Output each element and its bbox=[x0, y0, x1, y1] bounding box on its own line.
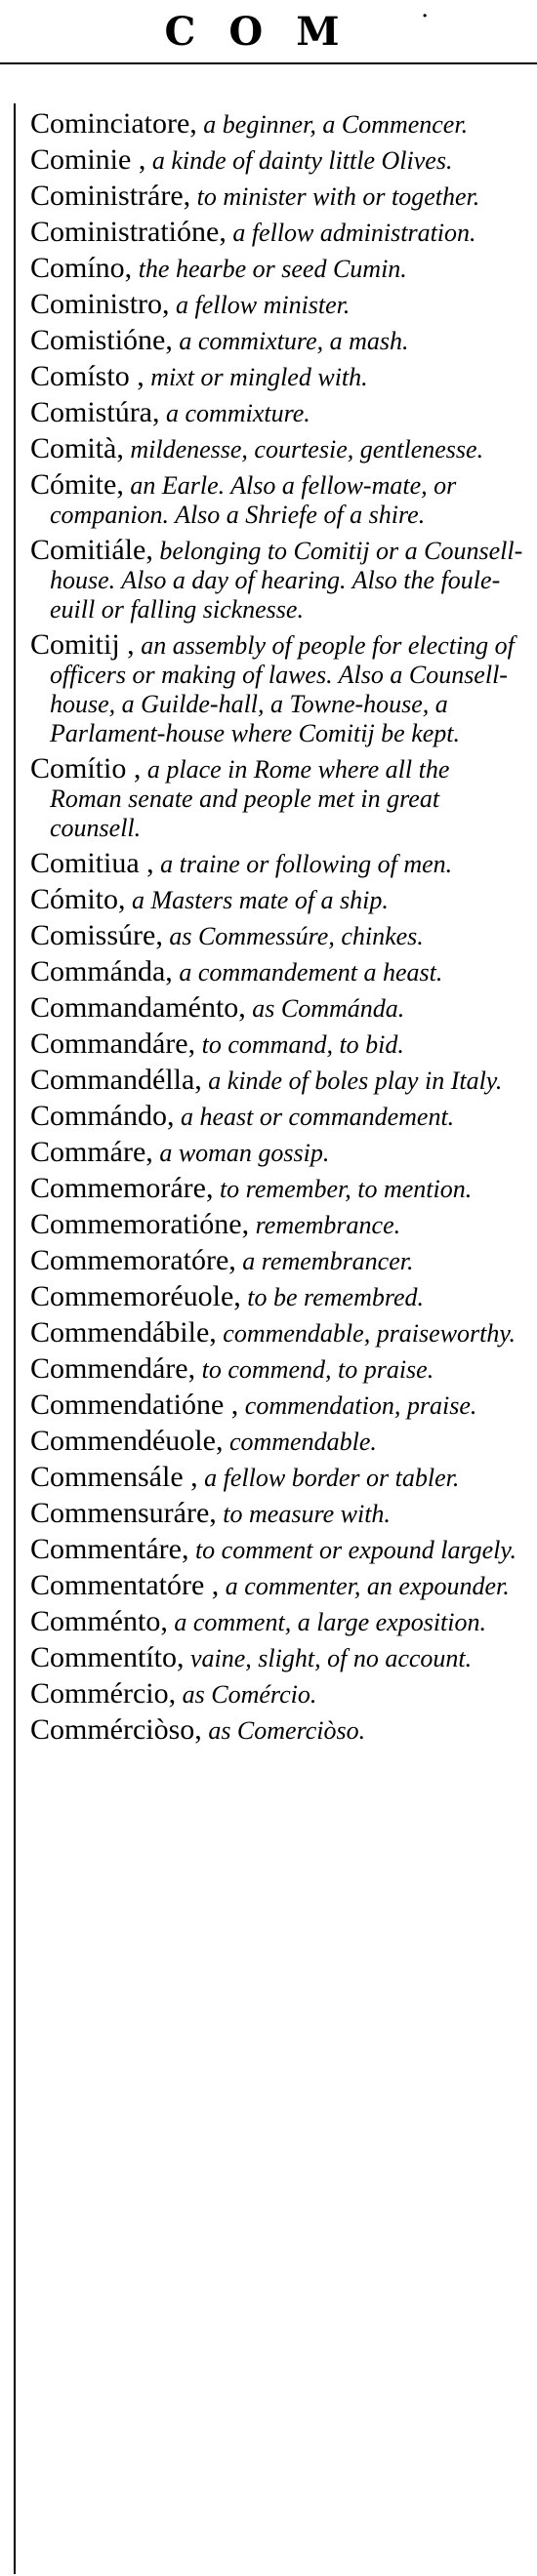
headword: Commemoratióne, bbox=[30, 1208, 250, 1240]
dictionary-entry bbox=[30, 1138, 523, 1168]
definition: commendable. bbox=[223, 1428, 377, 1456]
dictionary-entry bbox=[30, 849, 523, 879]
definition: a remembrancer. bbox=[235, 1247, 414, 1275]
definition: a kinde of boles play in Italy. bbox=[201, 1067, 503, 1095]
dictionary-entry bbox=[30, 1463, 523, 1493]
definition: as Commánda. bbox=[245, 994, 405, 1023]
header-rule bbox=[0, 62, 537, 64]
entry-list bbox=[30, 109, 523, 1751]
dictionary-entry bbox=[30, 1571, 523, 1601]
running-head: COM bbox=[164, 9, 373, 55]
headword: Commentíto, bbox=[30, 1641, 185, 1673]
dictionary-entry bbox=[30, 885, 523, 915]
dictionary-entry bbox=[30, 218, 523, 248]
dictionary-entry bbox=[30, 1499, 523, 1529]
definition: mildenesse, courtesie, gentlenesse. bbox=[123, 435, 484, 463]
definition: a place in Rome where all the Roman senate and people met in great counsell. bbox=[50, 755, 450, 842]
headword: Cómito, bbox=[30, 883, 126, 915]
headword: Comitij , bbox=[30, 628, 135, 661]
headword: Commércio, bbox=[30, 1677, 177, 1710]
headword: Commentatóre , bbox=[30, 1569, 220, 1601]
dictionary-entry bbox=[30, 921, 523, 951]
headword: Commendábile, bbox=[30, 1316, 217, 1348]
headword: Cominie , bbox=[30, 143, 146, 176]
definition: a heast or commandement. bbox=[174, 1103, 455, 1131]
headword: Comitiua , bbox=[30, 847, 154, 879]
dictionary-entry bbox=[30, 145, 523, 176]
dictionary-entry bbox=[30, 754, 523, 843]
dictionary-entry bbox=[30, 1210, 523, 1240]
headword: Commensuráre, bbox=[30, 1497, 217, 1529]
headword: Coministráre, bbox=[30, 180, 191, 212]
definition: a fellow border or tabler. bbox=[197, 1464, 460, 1492]
definition: a commenter, an expounder. bbox=[219, 1572, 510, 1600]
dictionary-entry bbox=[30, 109, 523, 140]
definition: a kinde of dainty little Olives. bbox=[145, 146, 453, 175]
dictionary-entry bbox=[30, 1066, 523, 1096]
dictionary-entry bbox=[30, 254, 523, 284]
definition: as Commessúre, chinkes. bbox=[162, 922, 424, 950]
dictionary-entry bbox=[30, 398, 523, 428]
dictionary-entry bbox=[30, 181, 523, 212]
definition: commendation, praise. bbox=[238, 1391, 477, 1420]
headword: Commendáre, bbox=[30, 1352, 196, 1385]
dictionary-entry bbox=[30, 630, 523, 748]
dictionary-entry bbox=[30, 1029, 523, 1060]
definition: a beginner, a Commencer. bbox=[196, 110, 469, 139]
definition: to minister with or together. bbox=[190, 182, 480, 211]
dictionary-entry bbox=[30, 957, 523, 987]
definition: mixt or mingled with. bbox=[144, 363, 368, 391]
dictionary-entry bbox=[30, 1427, 523, 1457]
page-header bbox=[0, 0, 537, 64]
headword: Commemoráre, bbox=[30, 1172, 214, 1204]
definition: a Masters mate of a ship. bbox=[125, 886, 389, 914]
definition: a woman gossip. bbox=[152, 1139, 330, 1167]
headword: Commemoréuole, bbox=[30, 1280, 241, 1312]
dictionary-entry bbox=[30, 993, 523, 1024]
headword: Commandáre, bbox=[30, 1027, 196, 1060]
dictionary-entry bbox=[30, 1679, 523, 1710]
headword: Commandaménto, bbox=[30, 991, 246, 1024]
dictionary-entry bbox=[30, 290, 523, 320]
definition: remembrance. bbox=[249, 1211, 401, 1239]
headword: Comísto , bbox=[30, 360, 145, 392]
definition: a commixture, a mash. bbox=[172, 327, 409, 355]
definition: a commixture. bbox=[159, 399, 310, 427]
dictionary-entry bbox=[30, 536, 523, 624]
definition: to commend, to praise. bbox=[195, 1355, 434, 1384]
definition: a fellow minister. bbox=[169, 291, 351, 319]
dictionary-entry bbox=[30, 362, 523, 392]
headword: Coministro, bbox=[30, 288, 170, 320]
headword: Commendéuole, bbox=[30, 1425, 224, 1457]
dictionary-entry bbox=[30, 1246, 523, 1276]
headword: Comistióne, bbox=[30, 324, 173, 356]
header-mark: · bbox=[422, 6, 429, 26]
definition: a fellow administration. bbox=[226, 219, 476, 247]
headword: Comistúra, bbox=[30, 396, 160, 428]
headword: Comità, bbox=[30, 432, 124, 464]
headword: Commemoratóre, bbox=[30, 1244, 236, 1276]
headword: Comíno, bbox=[30, 252, 133, 284]
definition: to command, to bid. bbox=[195, 1030, 404, 1059]
dictionary-entry bbox=[30, 1102, 523, 1132]
dictionary-entry bbox=[30, 1174, 523, 1204]
headword: Commentáre, bbox=[30, 1533, 189, 1565]
definition: commendable, praiseworthy. bbox=[216, 1319, 516, 1348]
headword: Commándo, bbox=[30, 1100, 175, 1132]
headword: Commánda, bbox=[30, 955, 173, 987]
definition: to comment or expound largely. bbox=[188, 1536, 516, 1564]
headword: Comménto, bbox=[30, 1605, 168, 1637]
dictionary-column bbox=[14, 103, 537, 2574]
dictionary-entry bbox=[30, 1354, 523, 1385]
definition: to remember, to mention. bbox=[213, 1175, 473, 1203]
headword: Commendatióne , bbox=[30, 1389, 239, 1421]
dictionary-entry bbox=[30, 1318, 523, 1348]
definition: the hearbe or seed Cumin. bbox=[132, 255, 407, 283]
dictionary-entry bbox=[30, 1390, 523, 1421]
headword: Comítio , bbox=[30, 752, 142, 785]
headword: Commensále , bbox=[30, 1461, 198, 1493]
definition: as Comerciòso. bbox=[201, 1716, 366, 1745]
headword: Cominciatore, bbox=[30, 107, 197, 140]
definition: as Comércio. bbox=[176, 1680, 317, 1709]
headword: Comissúre, bbox=[30, 919, 163, 951]
headword: Commáre, bbox=[30, 1136, 153, 1168]
dictionary-entry bbox=[30, 1643, 523, 1673]
definition: a commandement a heast. bbox=[172, 958, 443, 986]
headword: Commérciòso, bbox=[30, 1713, 202, 1746]
definition: belonging to Comitij or a Counsell-house. Also a day of hearing. Also the foule-euill or falling sicknesse. bbox=[50, 537, 523, 624]
definition: an assembly of people for electing of officers or making of lawes. Also a Counsell-house, a Guilde-hall, a Towne-house, a Parlament-house where Comitij be kept. bbox=[50, 631, 515, 747]
headword: Coministratióne, bbox=[30, 216, 227, 248]
headword: Cómite, bbox=[30, 468, 124, 501]
dictionary-entry bbox=[30, 326, 523, 356]
dictionary-entry bbox=[30, 1535, 523, 1565]
headword: Commandélla, bbox=[30, 1064, 202, 1096]
definition: a comment, a large exposition. bbox=[167, 1608, 486, 1636]
dictionary-entry bbox=[30, 470, 523, 530]
definition: a traine or following of men. bbox=[153, 850, 453, 878]
definition: vaine, slight, of no account. bbox=[184, 1644, 473, 1672]
dictionary-entry bbox=[30, 1282, 523, 1312]
headword: Comitiále, bbox=[30, 534, 153, 566]
dictionary-entry bbox=[30, 1607, 523, 1637]
definition: to measure with. bbox=[216, 1500, 391, 1528]
dictionary-entry bbox=[30, 1715, 523, 1746]
definition: to be remembred. bbox=[240, 1283, 425, 1311]
dictionary-entry bbox=[30, 434, 523, 464]
definition: an Earle. Also a fellow-mate, or companion. Also a Shriefe of a shire. bbox=[50, 471, 457, 529]
